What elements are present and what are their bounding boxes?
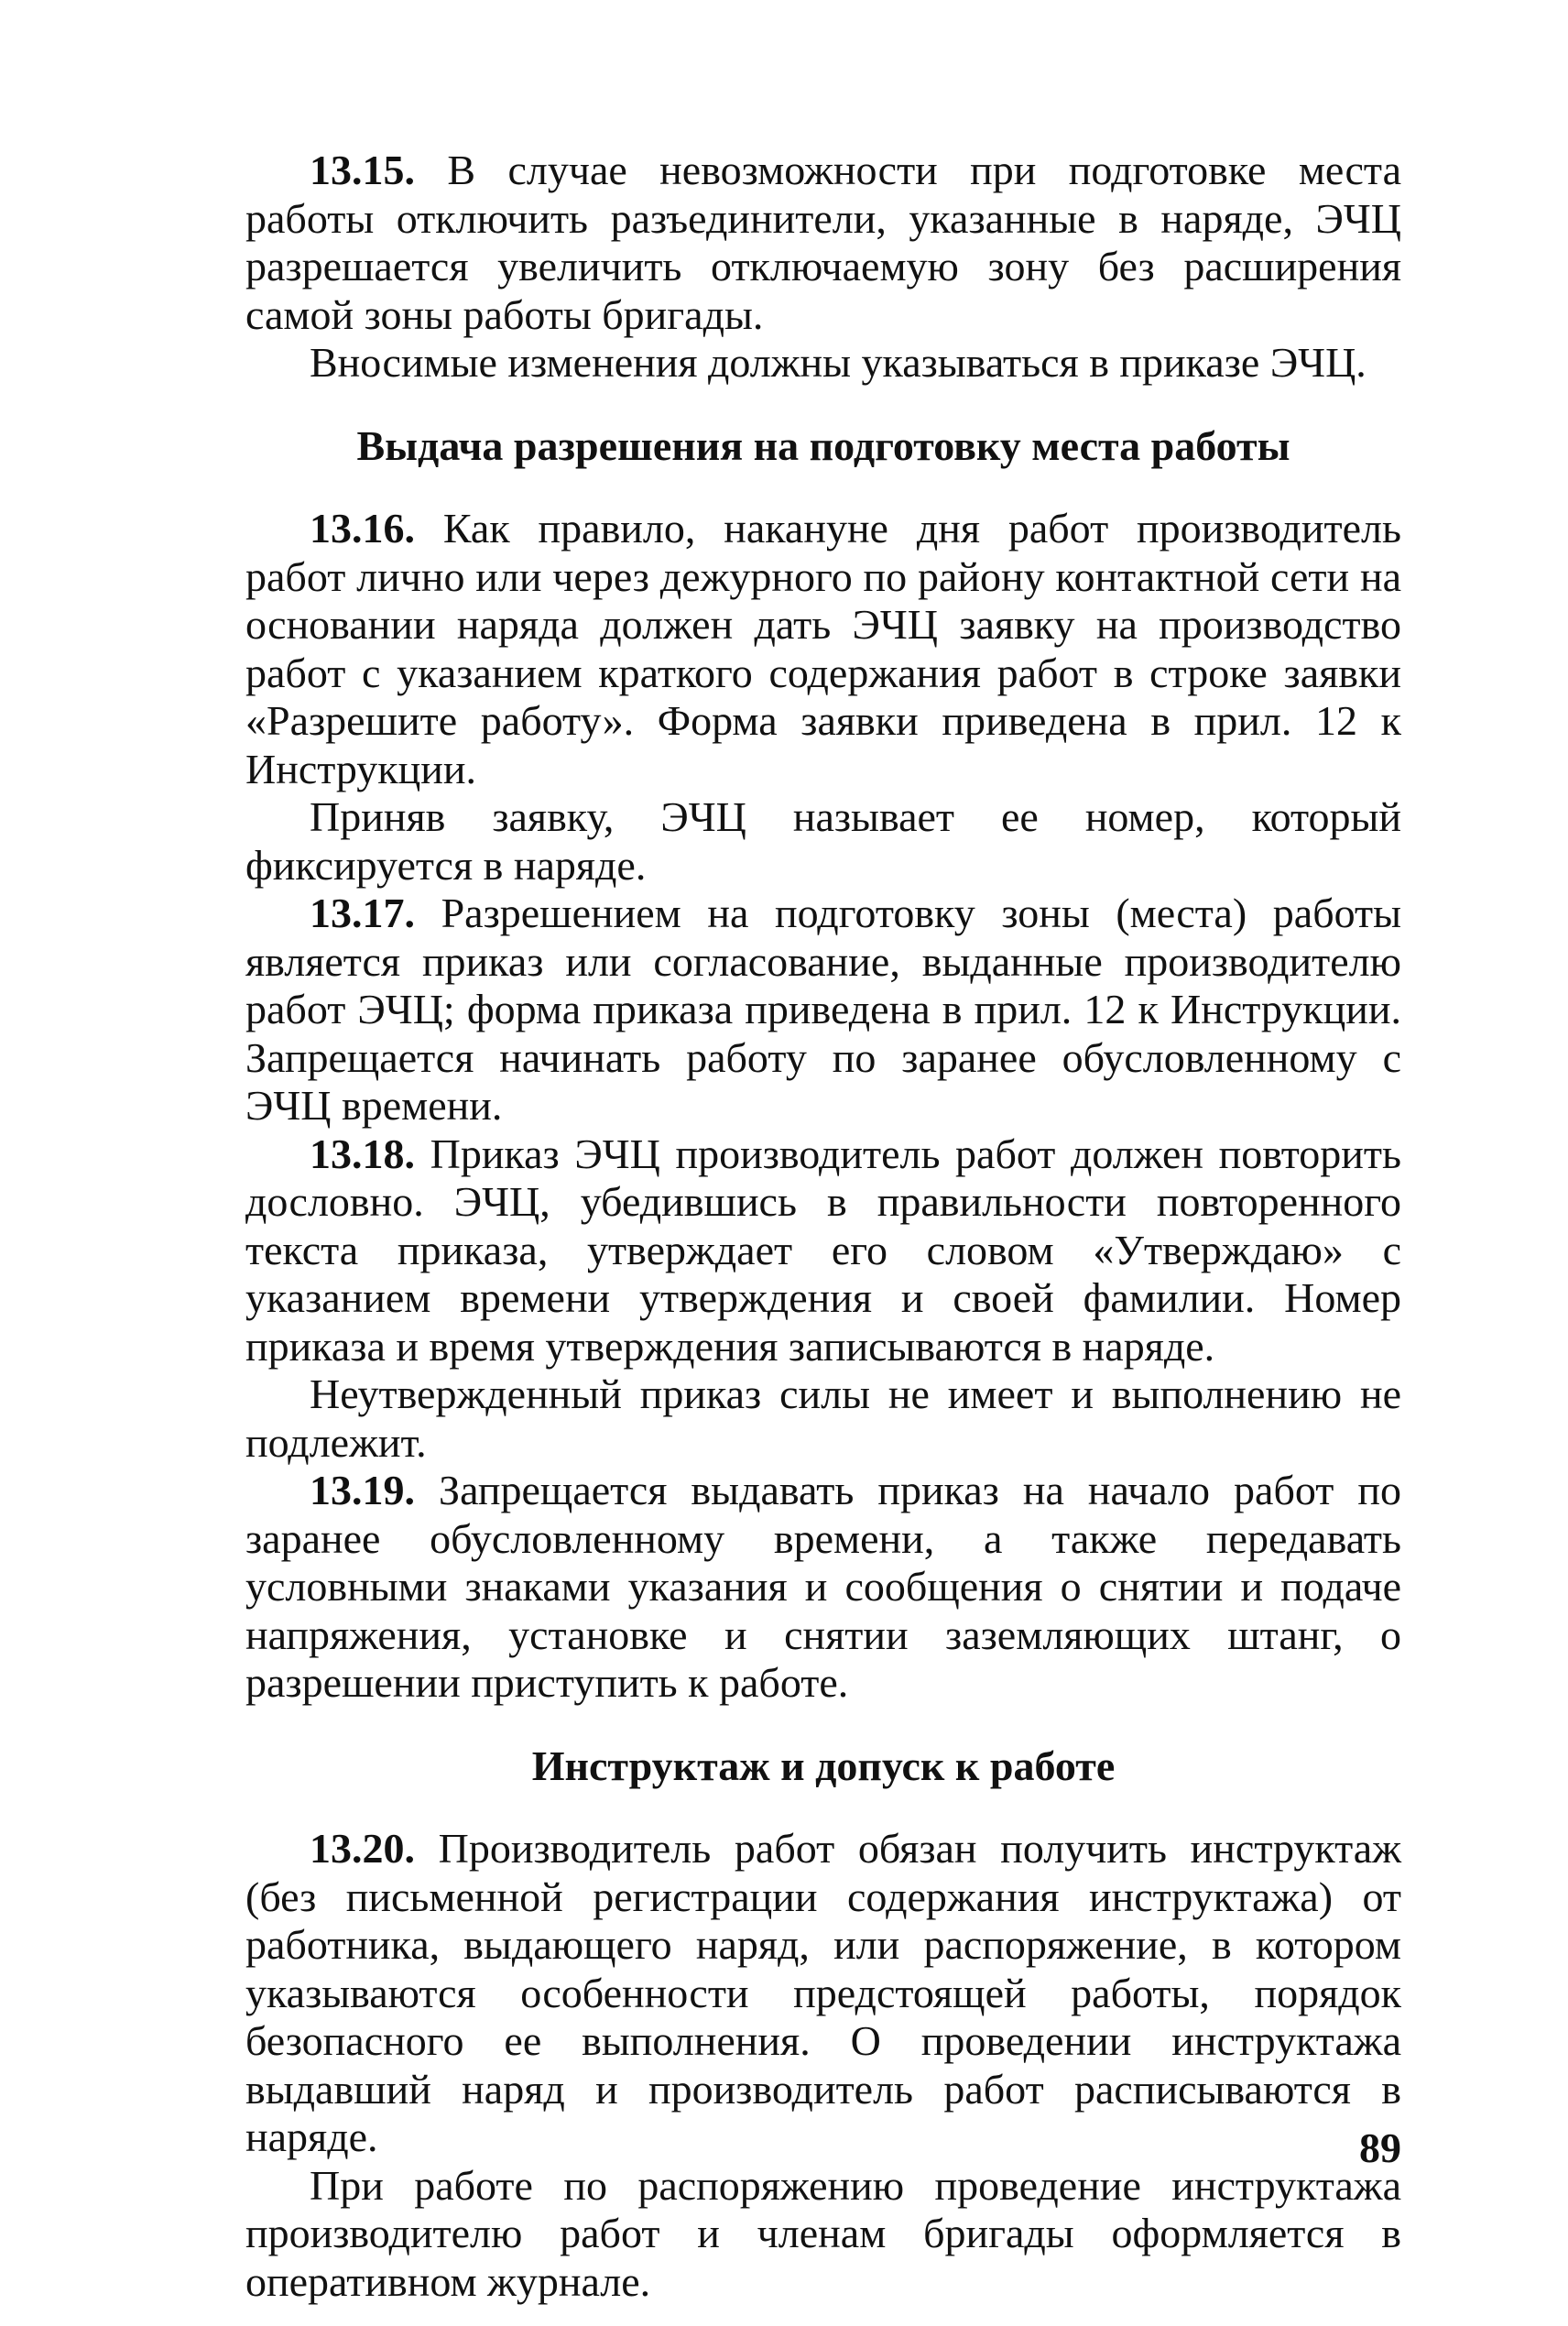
- paragraph-13-20: [245, 1825, 1401, 2162]
- paragraph-13-18: [245, 1130, 1401, 1371]
- paragraph-13-19: [245, 1467, 1401, 1708]
- paragraph-text: Приказ ЭЧЦ производитель работ должен повторить дословно. ЭЧЦ, убедившись в правильности повторенного текста приказа, утверждает его словом «Утверждаю» с указанием времени утверждения и своей фамилии. Номер приказа и время утверждения записываются в наряде.: [245, 1130, 1401, 1370]
- clause-number: 13.17.: [310, 890, 415, 936]
- clause-number: 13.15.: [310, 147, 415, 193]
- paragraph-13-20-continued: [245, 2162, 1401, 2307]
- clause-number: 13.20.: [310, 1825, 415, 1872]
- paragraph-text: Запрещается выдавать приказ на начало работ по заранее обусловленному времени, а также передавать условными знаками указания и сообщения о снятии и подаче напряжения, установке и снятии заземляющих штанг, о разрешении приступить к работе.: [245, 1467, 1401, 1706]
- paragraph-13-15: [245, 147, 1401, 339]
- paragraph-text: Приняв заявку, ЭЧЦ называет ее номер, который фиксируется в наряде.: [245, 793, 1401, 889]
- paragraph-text: При работе по распоряжению проведение инструктажа производителю работ и членам бригады оформляется в оперативном журнале.: [245, 2161, 1401, 2305]
- section-heading-permission: Выдача разрешения на подготовку места работы: [356, 421, 1290, 469]
- paragraph-13-15-continued: [245, 339, 1401, 388]
- clause-number: 13.18.: [310, 1130, 415, 1177]
- paragraph-text: Вносимые изменения должны указываться в приказе ЭЧЦ.: [310, 339, 1367, 386]
- paragraph-13-16-continued: [245, 793, 1401, 890]
- page-number: 89: [1359, 2124, 1401, 2171]
- paragraph-text: Как правило, накануне дня работ производитель работ лично или через дежурного по району контактной сети на основании наряда должен дать ЭЧЦ заявку на производство работ с указанием краткого содержания работ в строке заявки «Разрешите работу». Форма заявки приведена в прил. 12 к Инструкции.: [245, 505, 1401, 792]
- paragraph-13-17: [245, 890, 1401, 1130]
- paragraph-13-16: [245, 505, 1401, 793]
- paragraph-text: Производитель работ обязан получить инструктаж (без письменной регистрации содержания инструктажа) от работника, выдающего наряд, или распоряжение, в котором указываются особенности предстоящей работы, порядок безопасного ее выполнения. О проведении инструктажа выдавший наряд и производитель работ расписываются в наряде.: [245, 1825, 1401, 2160]
- document-page: [245, 147, 1401, 2306]
- paragraph-13-18-continued: [245, 1370, 1401, 1467]
- paragraph-text: Неутвержденный приказ силы не имеет и выполнению не подлежит.: [245, 1370, 1401, 1466]
- clause-number: 13.19.: [310, 1467, 415, 1513]
- section-heading-instruction: Инструктаж и допуск к работе: [531, 1742, 1116, 1789]
- paragraph-text: В случае невозможности при подготовке места работы отключить разъединители, указанные в наряде, ЭЧЦ разрешается увеличить отключаемую зону без расширения самой зоны работы бригады.: [245, 147, 1401, 338]
- clause-number: 13.16.: [310, 505, 415, 551]
- paragraph-text: Разрешением на подготовку зоны (места) работы является приказ или согласование, выданные производителю работ ЭЧЦ; форма приказа приведена в прил. 12 к Инструкции. Запрещается начинать работу по заранее обусловленному с ЭЧЦ времени.: [245, 890, 1401, 1129]
